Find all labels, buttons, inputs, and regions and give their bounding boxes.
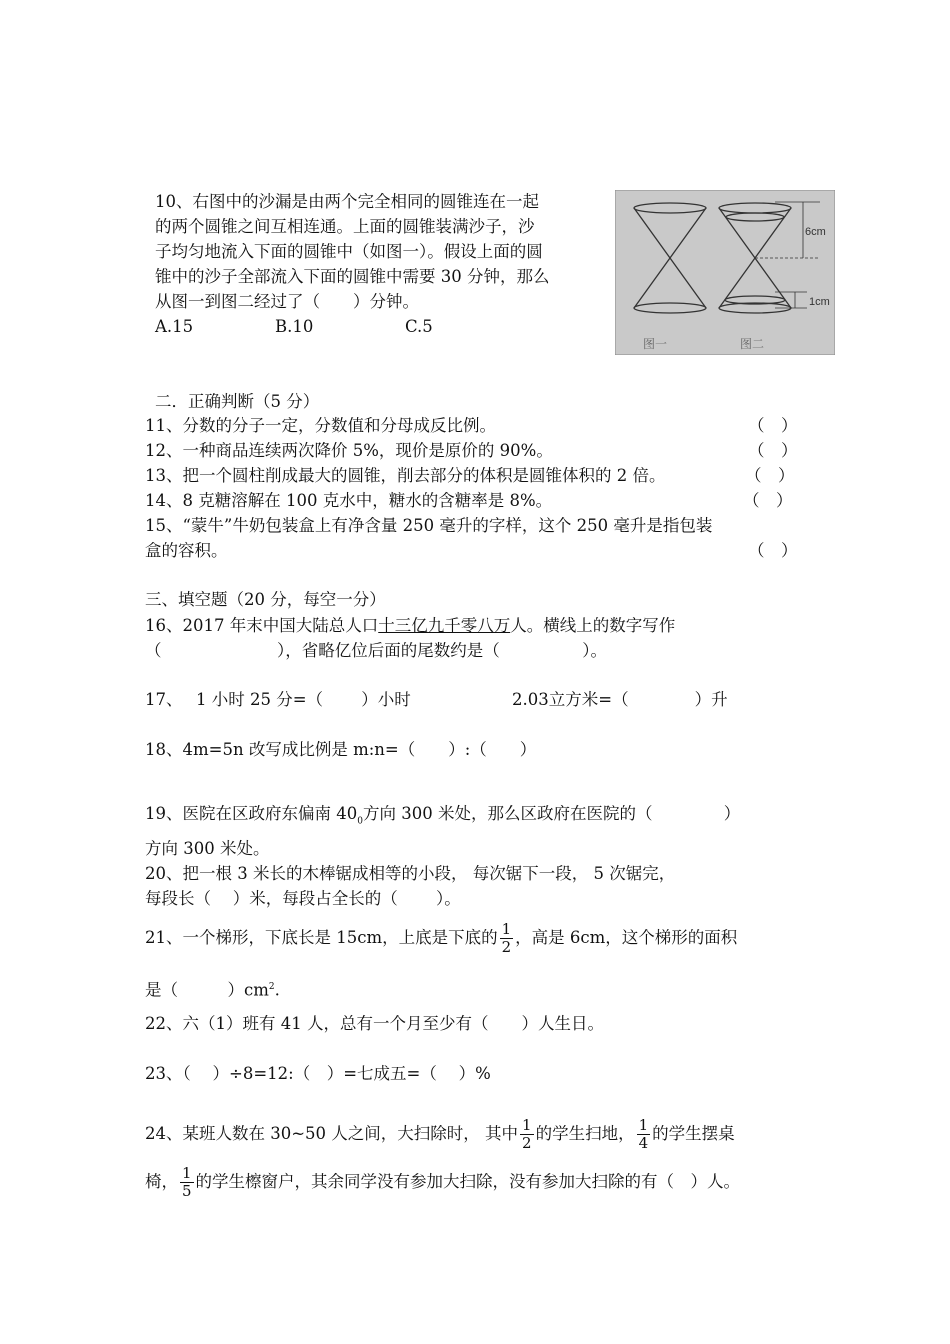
q15-line-1: 15、“蒙牛”牛奶包装盒上有净含量 250 毫升的字样，这个 250 毫升是指包装: [145, 516, 713, 535]
q24-line-2: 椅， $\frac{1}{5}$ 的学生檫窗户，其余同学没有参加大扫除，没有参加大扫除的有（ ）人。: [145, 1164, 741, 1200]
fraction-one-quarter: $\frac{1}{4}$: [638, 1116, 649, 1152]
fraction-one-fifth: $\frac{1}{5}$: [182, 1164, 192, 1200]
q22-text: 22、六（1）班有 41 人，总有一个月至少有（ ）人生日。: [145, 1014, 604, 1033]
q16-underlined-number: 十三亿九千零八万: [378, 616, 511, 635]
figure-label-fig1: 图一: [643, 337, 668, 351]
q21-line-2: 是（ ）$cm^2$.: [145, 980, 280, 1000]
q11-text: 11、分数的分子一定，分数值和分母成反比例。: [145, 416, 496, 435]
q18-text: 18、4m=5n 改写成比例是 m:n=（ ）:（ ）: [145, 740, 537, 759]
figure-label-fig2: 图二: [740, 337, 765, 351]
q16-line-1: [145, 614, 675, 638]
q12-text: 12、一种商品连续两次降价 5%，现价是原价的 90%。: [145, 441, 553, 460]
q17-part-a: 17、 1 小时 25 分=（ ）小时: [145, 690, 411, 709]
figure-label-1cm: 1cm: [809, 296, 830, 308]
hourglass-figure: [615, 190, 835, 355]
q10-line-2: 的两个圆锥之间互相连通。上面的圆锥装满沙子，沙: [155, 217, 535, 236]
fraction-one-half: $\frac{1}{2}$: [522, 1116, 532, 1152]
q19-line-1: [145, 802, 740, 833]
q19-line-2: 方向 300 米处。: [145, 839, 270, 858]
q10-line-3: 子均匀地流入下面的圆锥中（如图一）。假设上面的圆: [155, 242, 543, 261]
q13-paren: （ ）: [745, 466, 795, 485]
q17-part-b: 2.03立方米=（ ）升: [512, 690, 728, 709]
q16-text-a: 16、2017 年末中国大陆总人口: [145, 616, 379, 635]
figure-label-6cm: 6cm: [805, 226, 826, 238]
q14-paren: （ ）: [743, 491, 793, 510]
q20-line-2: 每段长（ ）米，每段占全长的（ ）。: [145, 889, 461, 908]
q16-line-2: （ ），省略亿位后面的尾数约是（ ）。: [145, 641, 607, 660]
q12-paren: （ ）: [748, 441, 798, 460]
q15-line-2: 盒的容积。: [145, 541, 228, 560]
q10-line-4: 锥中的沙子全部流入下面的圆锥中需要 30 分钟，那么: [155, 267, 550, 286]
q16-text-b: 人。横线上的数字写作: [510, 616, 676, 635]
q10-option-a: A.15: [155, 317, 194, 336]
q20-line-1: 20、把一根 3 米长的木棒锯成相等的小段， 每次锯下一段， 5 次锯完，: [145, 864, 676, 883]
q10-line-1: 10、右图中的沙漏是由两个完全相同的圆锥连在一起: [155, 192, 539, 211]
q24-line-1: 24、某班人数在 30~50 人之间，大扫除时， 其中 $\frac{1}{2}$ 的学生扫地， $\frac{1}{4}$ 的学生摆桌: [145, 1116, 735, 1152]
q13-text: 13、把一个圆柱削成最大的圆锥，削去部分的体积是圆锥体积的 2 倍。: [145, 466, 666, 485]
q15-paren: （ ）: [748, 541, 798, 560]
q10-option-c: C.5: [405, 317, 433, 336]
q10-line-5: 从图一到图二经过了（ ）分钟。: [155, 292, 419, 311]
q21-superscript: 2: [268, 982, 275, 992]
q14-text: 14、8 克糖溶解在 100 克水中，糖水的含糖率是 8%。: [145, 491, 553, 510]
q21-line-1: [145, 918, 737, 958]
q23-text: 23、（ ）÷8=12:（ ）=七成五=（ ）%: [145, 1064, 491, 1083]
section-3-title: 三、填空题（20 分，每空一分）: [145, 590, 386, 609]
q19-text-b: 方向 300 米处，那么区政府在医院的（ ）: [362, 804, 741, 823]
section-2-title: 二．正确判断（5 分）: [155, 392, 320, 411]
q19-degree: 0: [357, 816, 363, 827]
q21-text-b: ，高是 6cm，这个梯形的面积: [515, 928, 738, 947]
fraction-one-half: $\frac{1}{2}$: [501, 920, 512, 956]
q10-option-b: B.10: [275, 317, 314, 336]
q11-paren: （ ）: [748, 416, 798, 435]
q19-text-a: 19、医院在区政府东偏南 40: [145, 804, 358, 823]
q21-text-a: 21、一个梯形，下底长是 15cm，上底是下底的: [145, 928, 498, 947]
